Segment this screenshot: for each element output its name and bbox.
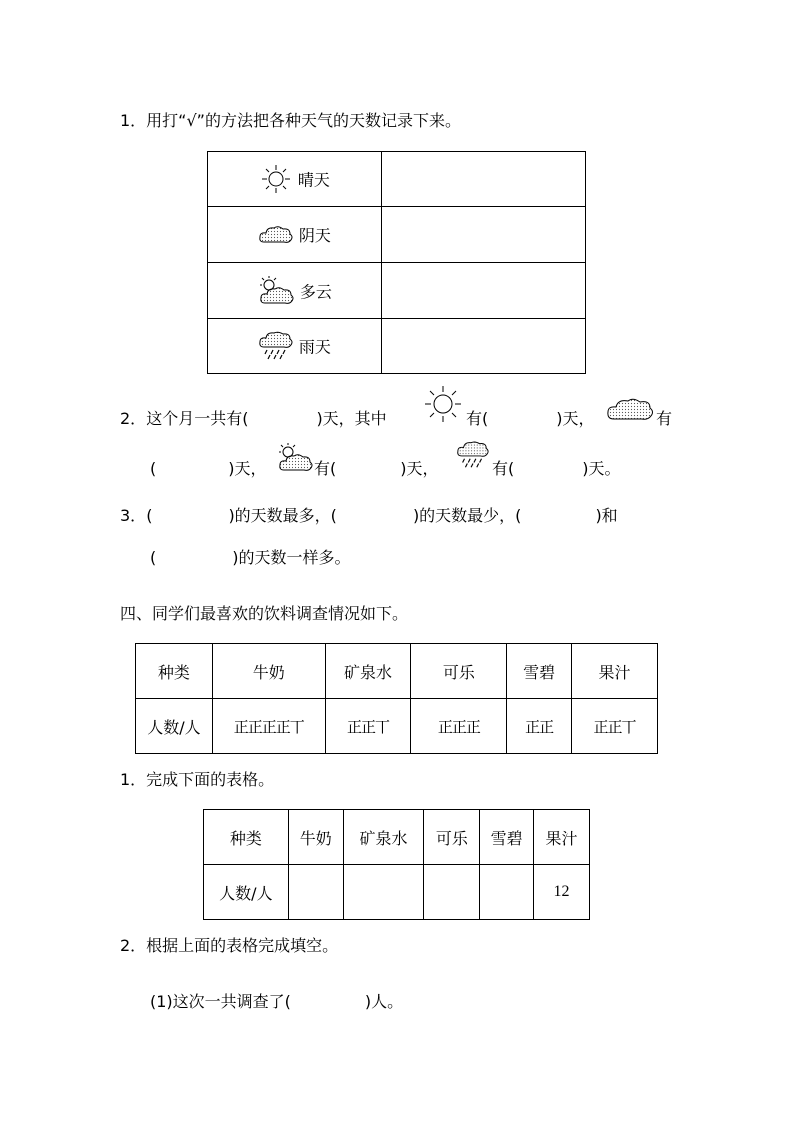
tally-milk: 正正正正丅 (212, 699, 325, 754)
question-2-rainy-part: 有( )天。 (492, 459, 621, 478)
weather-tally-table (207, 151, 586, 374)
header-type: 种类 (204, 810, 289, 865)
question-3-line-1: 3．( )的天数最多，( )的天数最少，( )和 (120, 506, 618, 525)
header-milk: 牛奶 (288, 810, 343, 865)
tally-cell-partly-cloudy[interactable] (381, 263, 585, 319)
rain-icon (456, 440, 490, 470)
tally-mineral-water: 正正丅 (325, 699, 411, 754)
section-4-title: 四、同学们最喜欢的饮料调查情况如下。 (120, 604, 409, 623)
header-milk: 牛奶 (212, 644, 325, 699)
tally-cell-sunny[interactable] (381, 152, 585, 207)
header-cola: 可乐 (411, 644, 507, 699)
question-2-partly-cloudy-part: 有( )天， (314, 459, 439, 478)
weather-label-cloudy: 阴天 (298, 226, 331, 245)
header-mineral-water: 矿泉水 (325, 644, 411, 699)
weather-row-cloudy (208, 207, 382, 263)
cloud-icon (606, 396, 656, 424)
row-label-count: 人数/人 (136, 699, 213, 754)
tally-cell-cloudy[interactable] (381, 207, 585, 263)
partly-cloudy-icon (276, 442, 314, 474)
sun-icon (422, 385, 464, 423)
question-2-sunny-part: 有( )天， (466, 409, 595, 428)
question-2-line-2: ( )天， (150, 459, 267, 478)
weather-label-rainy: 雨天 (298, 337, 331, 357)
cloud-icon (258, 224, 294, 246)
rain-icon (258, 331, 294, 361)
question-2-cloudy-label: 有 (656, 409, 673, 428)
tally-cola: 正正正 (411, 699, 507, 754)
header-sprite: 雪碧 (507, 644, 572, 699)
drink-count-table (203, 809, 590, 920)
header-cola: 可乐 (424, 810, 480, 865)
section-4-question-2: 2．根据上面的表格完成填空。 (120, 936, 339, 955)
weather-label-partly-cloudy: 多云 (299, 282, 332, 301)
header-juice: 果汁 (534, 810, 590, 865)
tally-sprite: 正正 (507, 699, 572, 754)
weather-row-sunny (208, 152, 382, 207)
section-4-question-2-1: (1)这次一共调查了( )人。 (150, 992, 404, 1011)
count-cell-cola[interactable] (424, 865, 480, 920)
count-cell-juice: 12 (534, 865, 590, 920)
count-cell-sprite[interactable] (480, 865, 534, 920)
sun-icon (259, 164, 293, 194)
header-mineral-water: 矿泉水 (343, 810, 424, 865)
header-sprite: 雪碧 (480, 810, 534, 865)
weather-label-sunny: 晴天 (297, 170, 330, 190)
weather-row-partly-cloudy (208, 263, 382, 319)
question-3-line-2: ( )的天数一样多。 (150, 548, 351, 567)
count-cell-milk[interactable] (288, 865, 343, 920)
header-type: 种类 (136, 644, 213, 699)
count-cell-mineral-water[interactable] (343, 865, 424, 920)
partly-cloudy-icon (257, 275, 295, 307)
section-4-question-1: 1．完成下面的表格。 (120, 770, 275, 789)
header-juice: 果汁 (572, 644, 658, 699)
tally-cell-rainy[interactable] (381, 319, 585, 374)
row-label-count: 人数/人 (204, 865, 289, 920)
question-1-text: 1．用打“√”的方法把各种天气的天数记录下来。 (120, 111, 461, 130)
tally-juice: 正正丅 (572, 699, 658, 754)
weather-row-rainy (208, 319, 382, 374)
drink-tally-table (135, 643, 658, 754)
question-2-line-1: 2．这个月一共有( )天，其中 (120, 409, 387, 428)
